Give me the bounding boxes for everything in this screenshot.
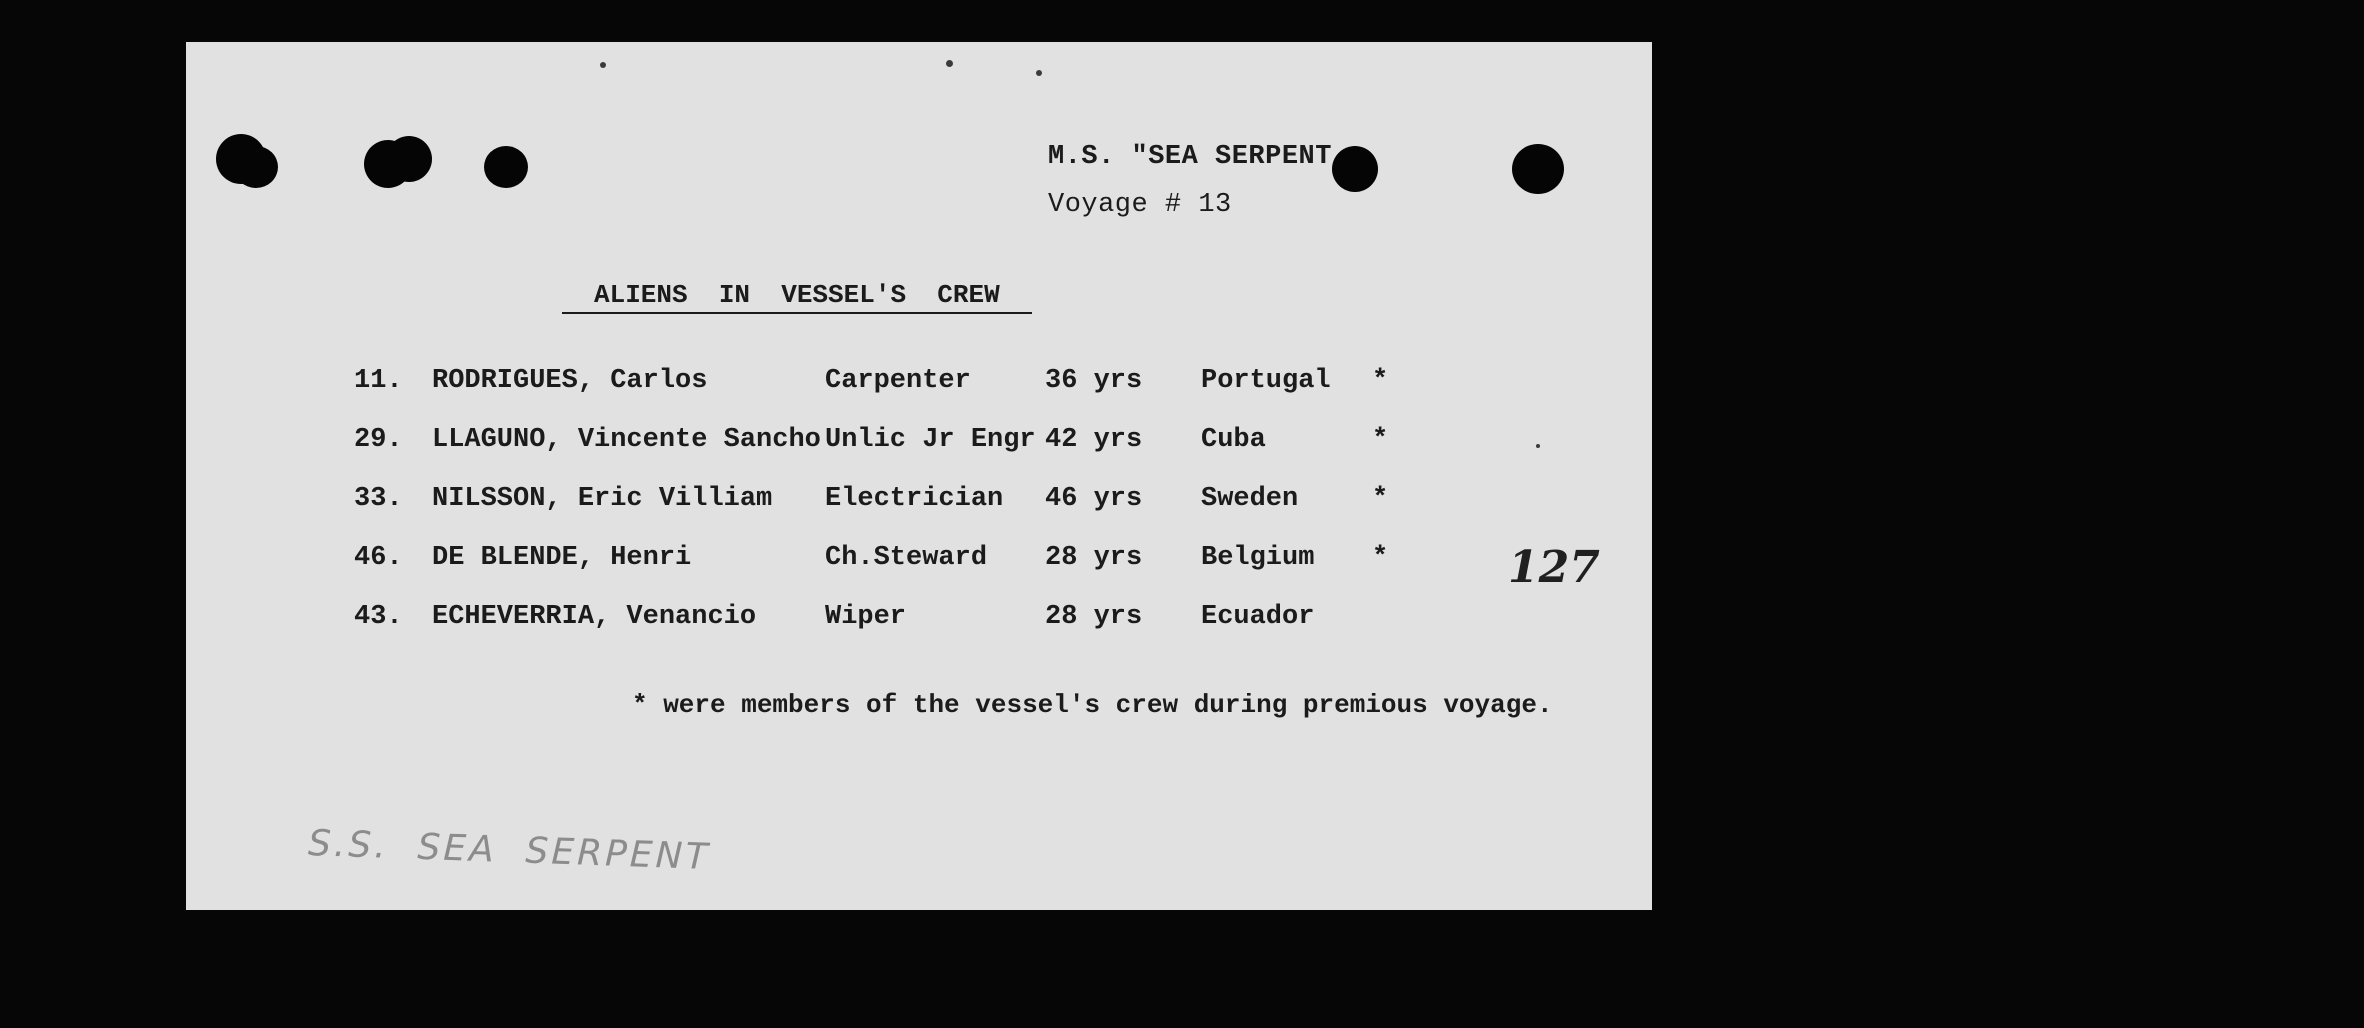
punch-hole (234, 146, 278, 188)
crew-age: 36 yrs (1045, 366, 1143, 396)
paper-speck (1536, 444, 1540, 448)
punch-hole (386, 136, 432, 182)
crew-number: 46. (354, 543, 403, 573)
crew-age: 28 yrs (1045, 543, 1143, 573)
punch-hole (1512, 144, 1564, 194)
previous-voyage-mark: * (1372, 366, 1389, 396)
paper-speck (1036, 70, 1042, 76)
crew-age: 46 yrs (1045, 484, 1143, 514)
crew-nationality: Portugal (1201, 366, 1331, 396)
document-title: ALIENS IN VESSEL'S CREW (562, 280, 1032, 314)
crew-rating: Wiper (825, 602, 907, 632)
paper-speck (946, 60, 953, 67)
handwritten-annotation: S.S. SEA SERPENT (307, 822, 712, 879)
crew-age: 42 yrs (1045, 425, 1143, 455)
crew-rating: Unlic Jr Engr (825, 425, 1036, 455)
crew-nationality: Cuba (1201, 425, 1266, 455)
paper-speck (600, 62, 606, 68)
crew-rating: Ch.Steward (825, 543, 988, 573)
footnote: * were members of the vessel's crew during premious voyage. (632, 690, 1553, 720)
previous-voyage-mark: * (1372, 425, 1389, 455)
previous-voyage-mark: * (1372, 484, 1389, 514)
crew-rating: Electrician (825, 484, 1004, 514)
punch-hole (484, 146, 528, 188)
crew-number: 29. (354, 425, 403, 455)
crew-number: 33. (354, 484, 403, 514)
voyage-number: Voyage # 13 (1048, 190, 1232, 220)
crew-name: LLAGUNO, Vincente Sancho (432, 425, 821, 455)
crew-number: 43. (354, 602, 403, 632)
crew-number: 11. (354, 366, 403, 396)
crew-name: DE BLENDE, Henri (432, 543, 692, 573)
crew-nationality: Belgium (1201, 543, 1315, 573)
vessel-name: M.S. "SEA SERPENT (1048, 142, 1332, 172)
crew-name: NILSSON, Eric Villiam (432, 484, 773, 514)
crew-rating: Carpenter (825, 366, 971, 396)
crew-nationality: Ecuador (1201, 602, 1315, 632)
crew-name: RODRIGUES, Carlos (432, 366, 708, 396)
page-number-stamp: 127 (1508, 542, 1600, 593)
crew-name: ECHEVERRIA, Venancio (432, 602, 757, 632)
previous-voyage-mark: * (1372, 543, 1389, 573)
crew-age: 28 yrs (1045, 602, 1143, 632)
crew-nationality: Sweden (1201, 484, 1299, 514)
document-card (186, 42, 1652, 910)
punch-hole (1332, 146, 1378, 192)
